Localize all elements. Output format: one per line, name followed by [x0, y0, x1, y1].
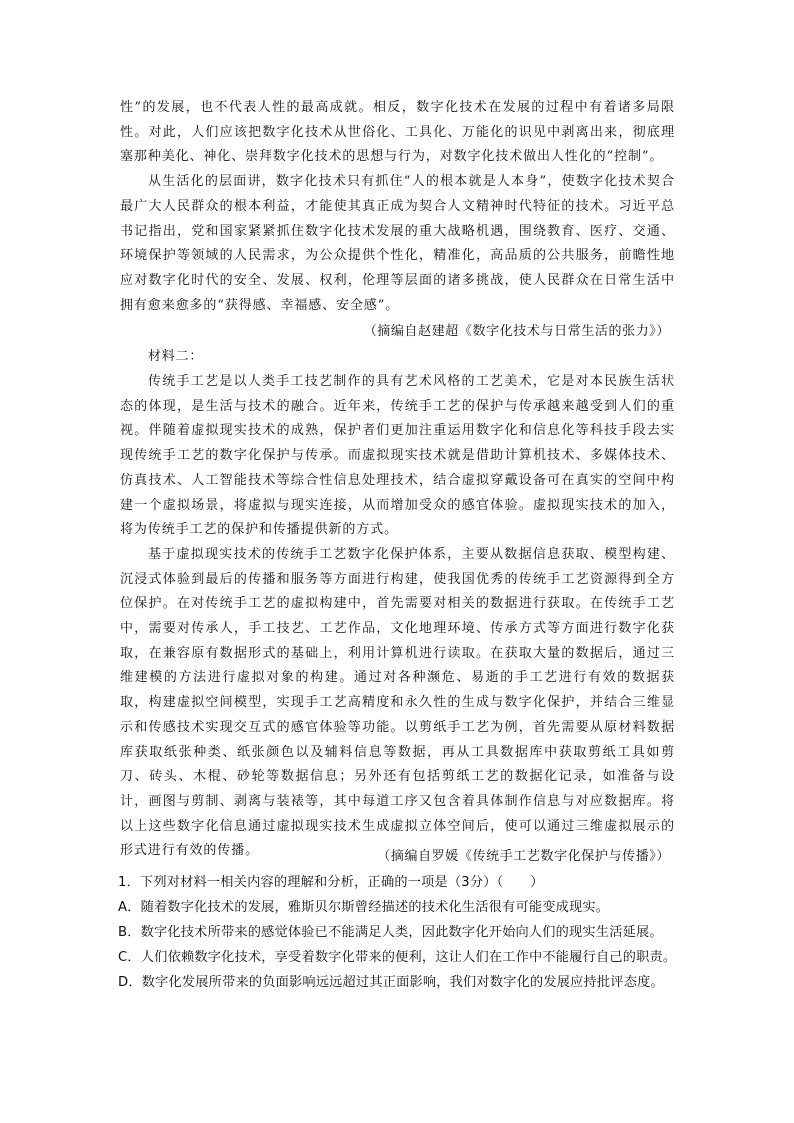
paragraph: 基于虚拟现实技术的传统手工艺数字化保护体系，主要从数据信息获取、模型构建、沉浸式体验到最后的传播和服务等方面进行构建，使我国优秀的传统手工艺资源得到全方位保护。在对传统手工艺的虚拟构建中，首先需要对相关的数据进行获取。在传统手工艺中，需要对传承人，手工技艺、工艺作品，文化地理环境、传承方式等方面进行数字化获取，在兼容原有数据形式的基础上，利用计算机进行读取。在获取大量的数据后，通过三维建模的方法进行虚拟对象的构建。通过对各种濒危、易逝的手工艺进行有效的数据获取，构建虚拟空间模型，实现手工艺高精度和永久性的生成与数字化保护，并结合三维显示和传感技术实现交互式的感官体验等功能。以剪纸手工艺为例，首先需要从原材料数据库获取纸张种类、纸张颜色以及辅料信息等数据，再从工具数据库中获取剪纸工具如剪刀、砖头、木棍、砂轮等数据信息；另外还有包括剪纸工艺的数据化记录，如准备与设计，画图与剪制、剥离与装裱等，其中每道工序又包含着具体制作信息与对应数据库。将以上这些数字化信息通过虚拟现实技术生成虚拟立体空间后，使可以通过三维虚拟展示的形式进行有效的传播。 [120, 546, 675, 859]
paragraph: 从生活化的层面讲，数字化技术只有抓住“人的根本就是人本身”，使数字化技术契合最广大人民群众的根本利益，才能使其真正成为契合人文精神时代特征的技术。习近平总书记指出，党和国家紧紧抓住数字化技术发展的重大战略机遇，围绕教育、医疗、交通、环境保护等领域的人民需求，为公众提供个性化，精准化，高品质的公共服务，前瞻性地应对数字化时代的安全、发展、权利，伦理等层面的诸多挑战，使人民群众在日常生活中拥有愈来愈多的“获得感、幸福感、安全感”。 [120, 174, 675, 313]
paragraph: 性”的发展，也不代表人性的最高成就。相反，数字化技术在发展的过程中有着诸多局限性。对此，人们应该把数字化技术从世俗化、工具化、万能化的识见中剥离出来，彻底理塞那种美化、神化、崇拜数字化技术的思想与行为，对数字化技术做出人性化的“控制”。 [120, 100, 675, 165]
option-c[interactable]: C．人们依赖数字化技术，享受着数字化带来的便利，这让人们在工作中不能履行自己的职责。 [118, 950, 677, 965]
material-one-tail [120, 96, 675, 318]
option-a[interactable]: A．随着数字化技术的发展，雅斯贝尔斯曾经描述的技术化生活很有可能变成现实。 [118, 900, 610, 915]
source-citation: （摘编自罗媛《传统手工艺数字化保护与传播》） [377, 849, 670, 864]
option-d[interactable]: D．数字化发展所带来的负面影响远远超过其正面影响，我们对数字化的发展应持批评态度。 [118, 975, 664, 990]
paragraph: 传统手工艺是以人类手工技艺制作的具有艺术风格的工艺美术，它是对本民族生活状态的体现，是生活与技术的融合。近年来，传统手工艺的保护与传承越来越受到人们的重视。伴随着虚拟现实技术的成熟，保护者们更加注重运用数字化和信息化等科技手段去实现传统手工艺的数字化保护与传承。而虚拟现实技术就是借助计算机技术、多媒体技术、仿真技术、人工智能技术等综合性信息处理技术，结合虚拟穿戴设备可在真实的空间中构建一个虚拟场景，将虚拟与现实连接，从而增加受众的感官体验。虚拟现实技术的加入，将为传统手工艺的保护和传播提供新的方式。 [120, 374, 675, 538]
section-label: 材料二： [148, 349, 204, 364]
question-block [118, 870, 680, 995]
question-stem: 1．下列对材料一相关内容的理解和分析，正确的一项是（3分）（ ） [118, 875, 544, 890]
material-two-body [120, 370, 675, 864]
option-b[interactable]: B．数字化技术所带来的感觉体验已不能满足人类，因此数字化开始向人们的现实生活延展。 [118, 925, 663, 940]
source-citation: （摘编自赵建超《数字化技术与日常生活的张力》） [363, 324, 670, 339]
